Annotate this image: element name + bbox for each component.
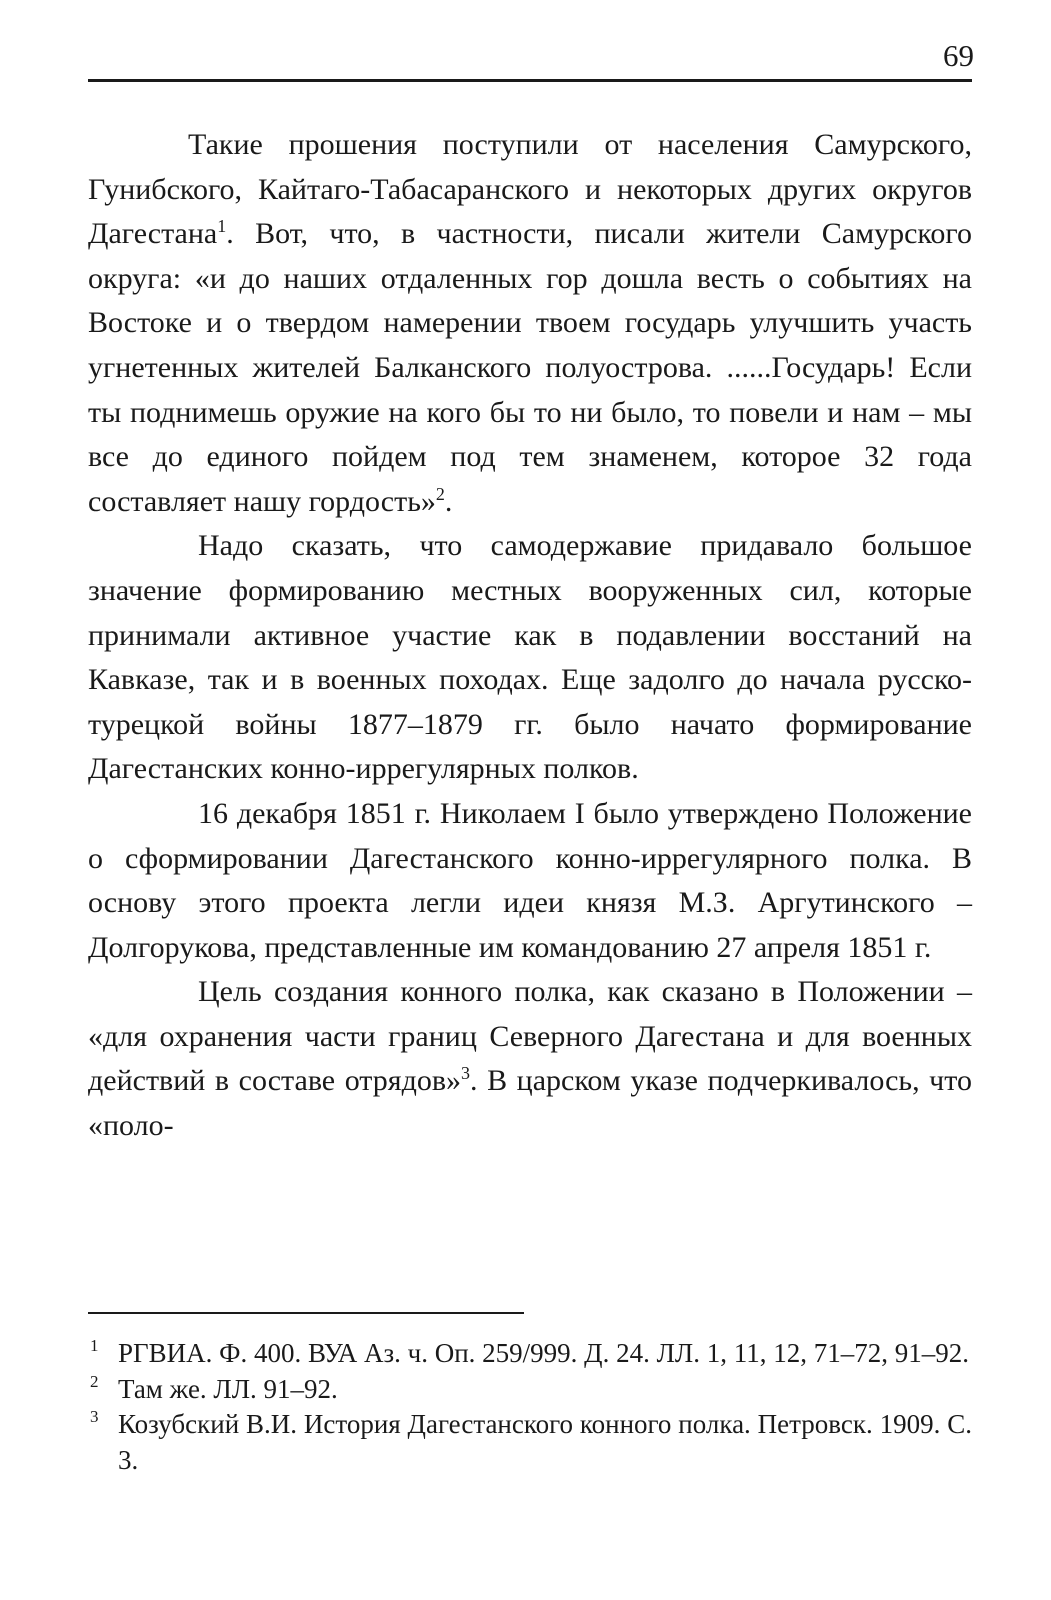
paragraph-3 <box>88 792 972 970</box>
header-rule <box>88 79 972 82</box>
footnote-reference-2: 2 <box>435 483 445 504</box>
paragraph-2 <box>88 524 972 792</box>
paragraph-text: . В царском указе подчеркивалось, что «поло- <box>88 1064 972 1143</box>
footnotes <box>88 1336 972 1478</box>
paragraph-text: . Вот, что, в частности, писали жители Самурского округа: «и до наших отдаленных гор дошла весть о событиях на Востоке и о твердом намерении твоем государь улучшить участь угнетенных жителей Балканского полуострова. ......Государь! Если ты поднимешь оружие на кого бы то ни было, то повели и нам – мы все до единого пойдем под тем знаменем, которое 32 года составляет нашу гордость» <box>88 217 972 518</box>
paragraph-text: . <box>444 484 453 518</box>
footnote-text: Там же. ЛЛ. 91–92. <box>118 1373 338 1404</box>
footnote-3 <box>88 1407 972 1478</box>
footnote-mark: 2 <box>90 1371 99 1391</box>
footnote-mark: 3 <box>90 1407 99 1426</box>
footnote-1 <box>88 1336 972 1372</box>
paragraph-4 <box>88 970 972 1148</box>
footnote-separator <box>88 1312 524 1314</box>
paragraph-text: Такие прошения поступили от населения Самурского, Гунибского, Кайтаго-Табасаранского и некоторых других округов Дагестана <box>88 128 972 251</box>
paragraph-text: Цель создания конного полка, как сказано в Положении – «для охранения части границ Северного Дагестана и для военных действий в составе отрядов» <box>88 975 972 1098</box>
footnote-text: РГВИА. Ф. 400. ВУА Аз. ч. Оп. 259/999. Д. 24. ЛЛ. 1, 11, 12, 71–72, 91–92. <box>118 1338 969 1368</box>
footnote-reference-3: 3 <box>461 1063 470 1084</box>
footnote-2 <box>88 1372 972 1408</box>
footnote-text: Козубский В.И. История Дагестанского конного полка. Петровск. 1909. С. 3. <box>118 1409 972 1475</box>
paragraph-text: Надо сказать, что самодержавие придавало большое значение формированию местных вооруженных сил, которые принимали активное участие как в подавлении восстаний на Кавказе, так и в военных походах. Еще задолго до начала русско-турецкой войны 1877–1879 гг. было начато формирование Дагестанских конно-иррегулярных полков. <box>88 529 972 786</box>
paragraph-1 <box>88 123 972 524</box>
footnote-reference-1: 1 <box>217 216 227 237</box>
paragraph-text: 16 декабря 1851 г. Николаем I было утверждено Положение о сформировании Дагестанского конно-иррегулярного полка. В основу этого проекта легли идеи князя М.З. Аргутинского – Долгорукова, представленные им командованию 27 апреля 1851 г. <box>88 796 972 964</box>
footnote-mark: 1 <box>90 1336 99 1355</box>
page-number: 69 <box>943 38 974 73</box>
main-text <box>88 123 972 1149</box>
